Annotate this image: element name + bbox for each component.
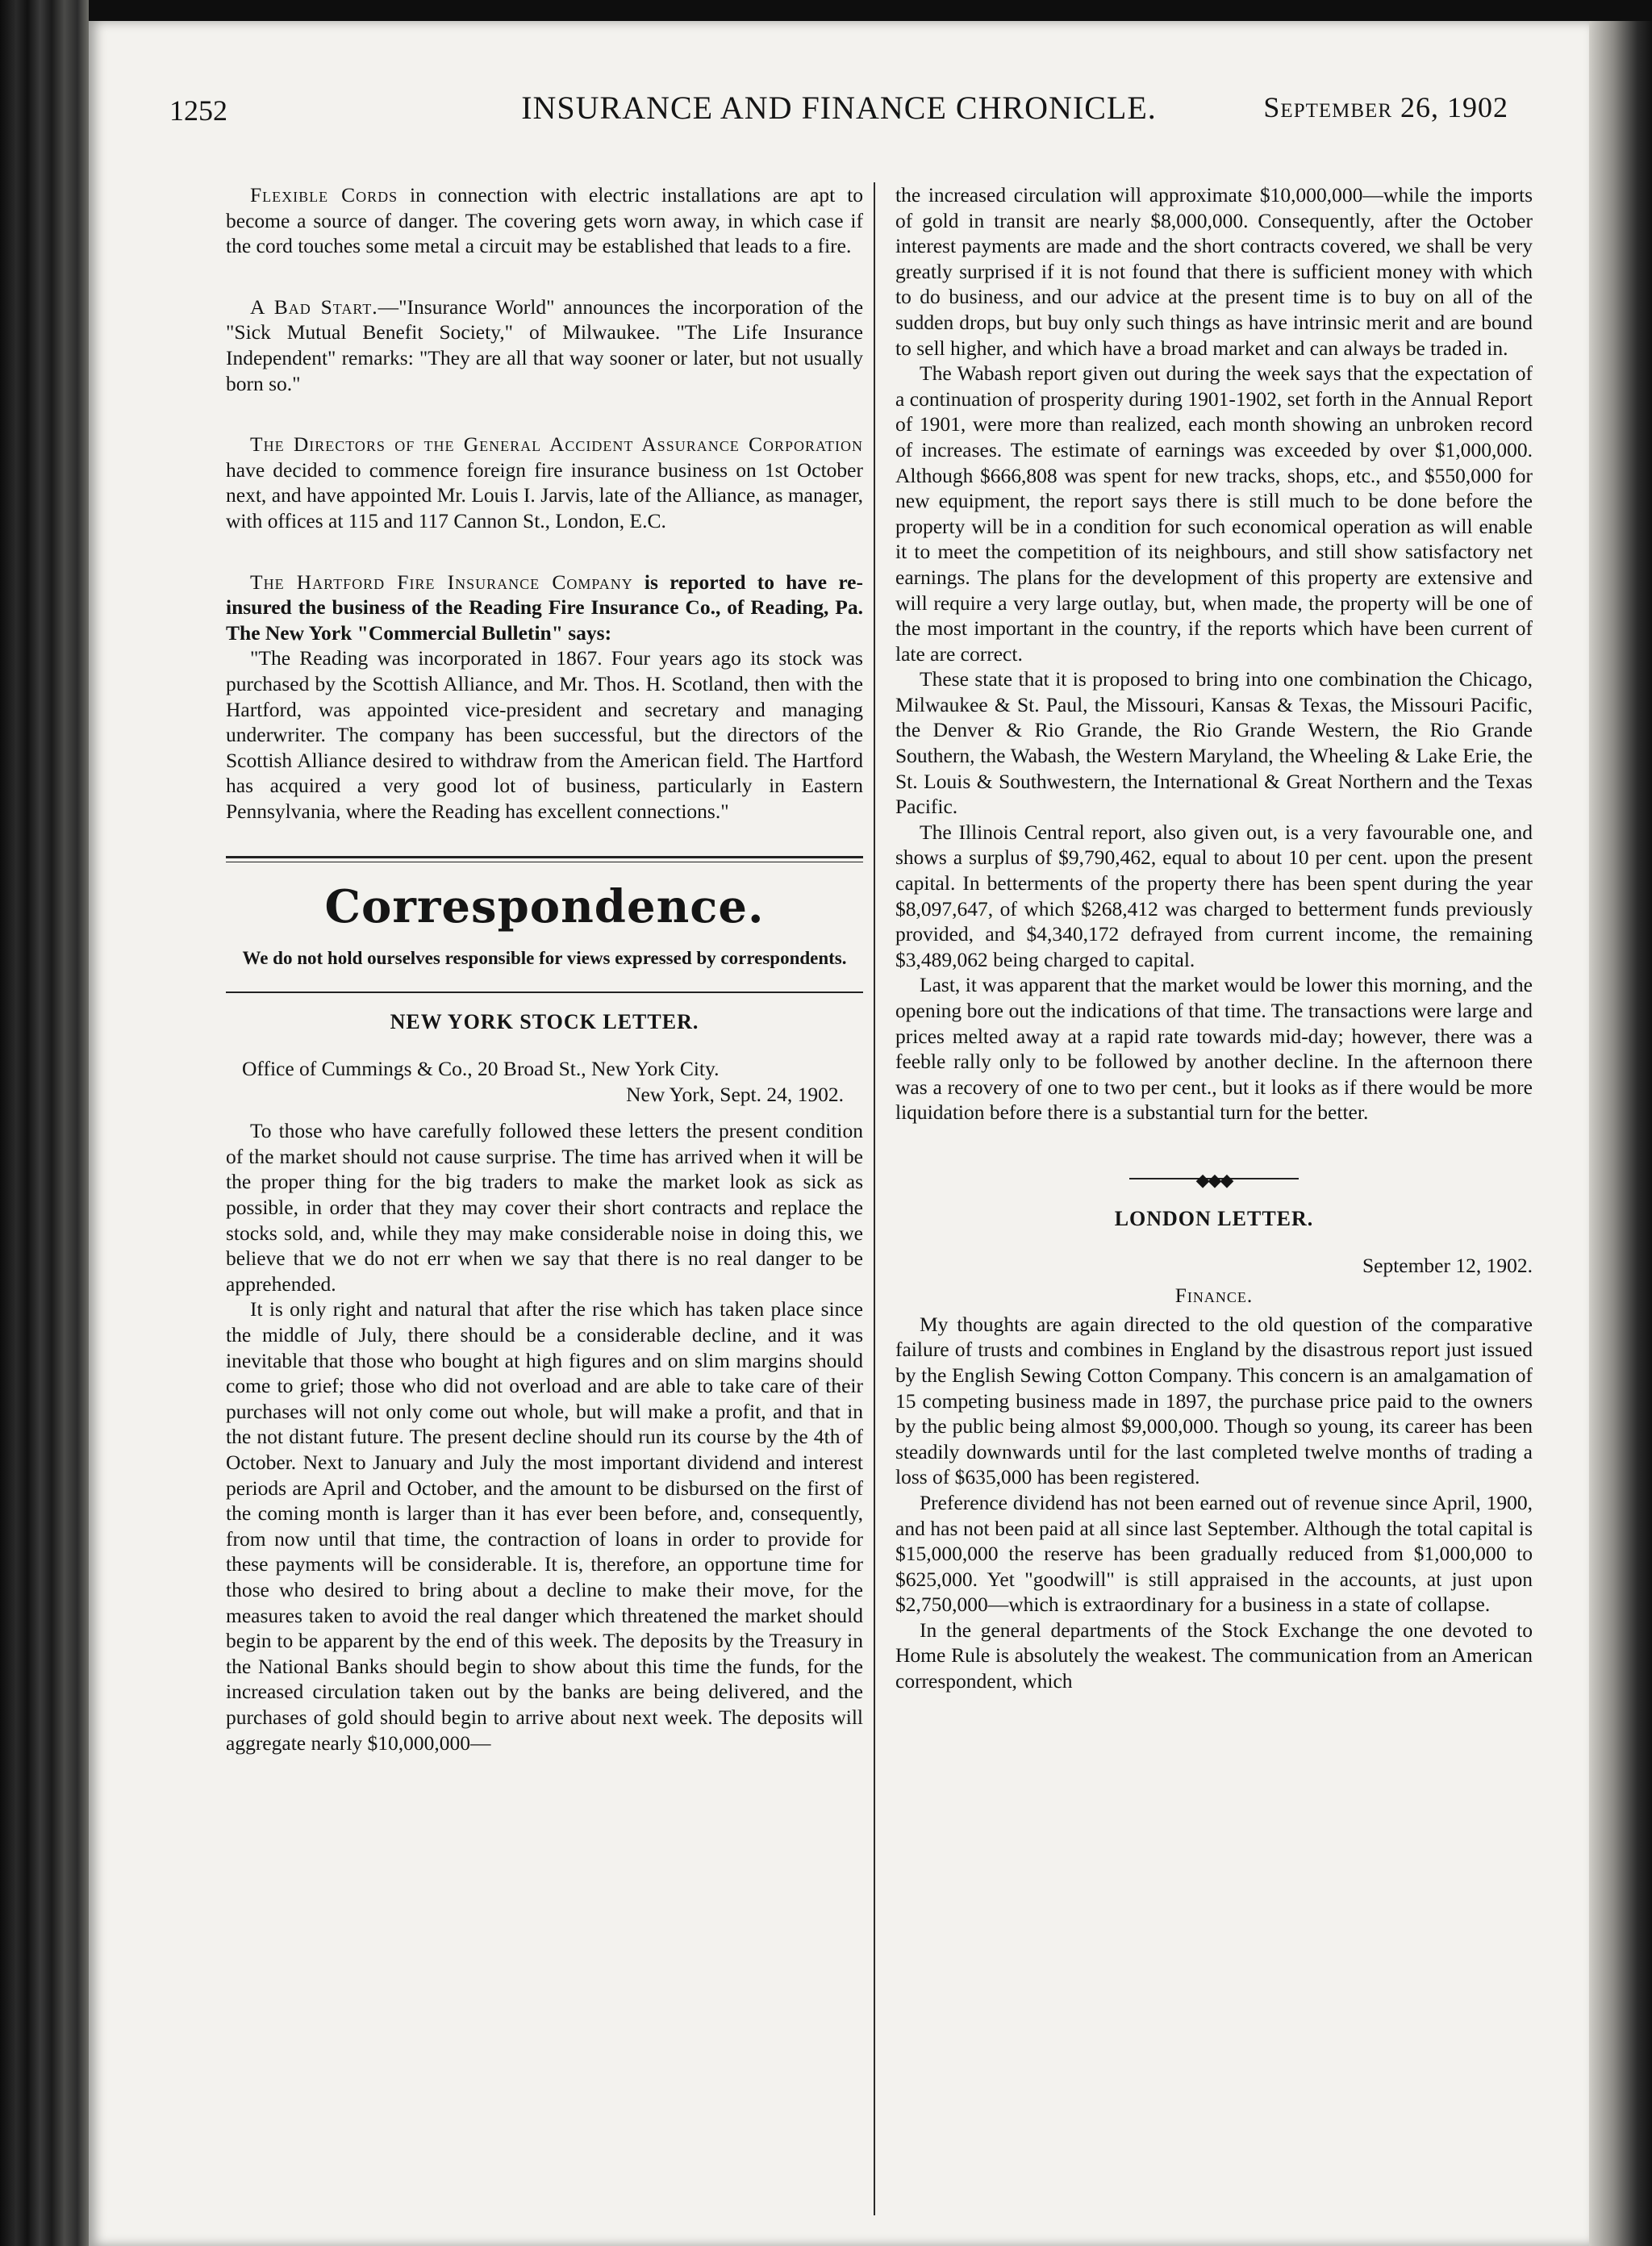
paragraph: To those who have carefully followed these letters the present condition of the market should not cause surprise. The time has arrived when it will be the proper thing for the big traders to make the market look as sick as possible, in order that they may cover their short contracts and replace the stocks sold, and, while they may make considerable noise in doing this, we believe that we do not err when we say that there is no real danger to be apprehended.: [226, 1119, 863, 1296]
item-text: —"Insurance World" announces the incorporation of the "Sick Mutual Benefit Society," of Milwaukee. "The Life Insurance Independent" remarks: "They are all that way sooner or later, but not usually born so.": [226, 294, 864, 395]
journal-title: INSURANCE AND FINANCE CHRONICLE.: [521, 90, 1157, 126]
hartford-quote: "The Reading was incorporated in 1867. Four years ago its stock was purchased by the Scottish Alliance, and Mr. Thos. H. Scotland, then with the Hartford, was appointed vice-president and secretary and managing underwriter. The company has been successful, but the directors of the Scottish Alliance desired to withdraw from the American field. The Hartford has acquired a very good lot of business, particularly in Eastern Pennsylvania, where the Reading has excellent connections.": [226, 646, 863, 823]
item-lead: The Directors of the General Accident Assurance Corporation: [250, 432, 863, 457]
column-divider: [874, 182, 875, 2215]
issue-date: September 26, 1902: [1263, 91, 1508, 123]
letter-title-london: LONDON LETTER.: [1114, 1206, 1314, 1230]
letter-title-new-york: NEW YORK STOCK LETTER.: [390, 1010, 699, 1034]
paragraph-illinois: The Illinois Central report, also given out, is a very favourable one, and shows a surplus of $9,790,462, equal to about 10 per cent. upon the present capital. In betterments of the property there has been spent during the year $8,097,647, of which $268,412 was charged to betterment funds previously provided, and $4,340,172 defrayed from current income, the remaining $3,489,062 being charged to capital.: [895, 820, 1533, 971]
item-flexible-cords: [226, 182, 863, 259]
paragraph-combination: These state that it is proposed to bring into one combination the Chicago, Milwaukee & St. Paul, the Missouri, Kansas & Texas, the Missouri Pacific, the Denver & Rio Grande, the Rio Grande Western, the Rio Grande Southern, the Wabash, the Western Maryland, the Wheeling & Lake Erie, the St. Louis & Southwestern, the International & Great Northern and the Texas Pacific.: [895, 667, 1533, 819]
ornament-diamonds: ◆◆◆: [1195, 1169, 1233, 1190]
item-general-accident: [226, 432, 863, 533]
paragraph: Preference dividend has not been earned out of revenue since April, 1900, and has not been paid at all since last September. Although the total capital is $15,000,000 the reserve has been gradually reduced from $1,000,000 to $625,000. Yet "goodwill" is still appraised in the accounts, at just upon $2,750,000—which is extraordinary for a business in a state of collapse.: [895, 1490, 1533, 1617]
paragraph: It is only right and natural that after the rise which has taken place since the middle of July, there should be a considerable decline, and it was inevitable that those who bought at high figures and on slim margins should come to grief; those who did not overload and are able to take care of their purchases will not only come out whole, but will make a profit, and that in the not distant future. The present decline should run its course by the 4th of October. Next to January and July the most important dividend and interest periods are April and October, and the amount to be disbursed on the first of the coming month is larger than it has ever been before, and, consequently, from now until that time, the contraction of loans in order to provide for these payments will be considerable. It is, therefore, an opportune time for those who desired to bring about a decline to make their move, for the measures taken to avoid the real danger which threatened the market should begin to be apparent by the end of this week. The deposits by the Treasury in the National Banks should begin to show about this time the funds, for the increased circulation taken out by the banks are being delivered, and the purchases of gold should begin to arrive about next week. The deposits will aggregate nearly $10,000,000—: [226, 1297, 863, 1755]
page: [89, 21, 1589, 2246]
item-lead: The Hartford Fire Insurance Company: [250, 570, 633, 594]
scan-edge-right: [1589, 21, 1652, 2246]
left-column: [226, 182, 863, 1755]
paragraph-wabash: The Wabash report given out during the week says that the expectation of a continuation of prosperity during 1901-1902, set forth in the Annual Report of 1901, were more than realized, each month showing an unbroken record of increases. The estimate of earnings was exceeded by over $1,000,000. Although $666,808 was spent for new tracks, shops, etc., and $550,000 for new equipment, the report says there is still much to be done before the property will be in a condition for such economical operation as will enable it to meet the competition of its neighbours, and still show satisfactory net earnings. The plans for the development of this property are extensive and will require a very large outlay, but, when made, the property will be one of the most important in the country, if the reports which have been current of late are correct.: [895, 361, 1533, 666]
item-text: have decided to commence foreign fire insurance business on 1st October next, and have appointed Mr. Louis I. Jarvis, late of the Alliance, as manager, with offices at 115 and 117 Cannon St., London, E.C.: [226, 457, 863, 532]
section-ornament: [895, 1169, 1533, 1190]
item-text: is reported to have re-insured the business of the Reading Fire Insurance Co., of Reading, Pa. The New York "Commercial Bulletin" says:: [226, 570, 863, 645]
right-column: [895, 182, 1533, 1694]
book-binding: [0, 0, 89, 2246]
letter-dateline: New York, Sept. 24, 1902.: [626, 1082, 844, 1106]
paragraph: In the general departments of the Stock Exchange the one devoted to Home Rule is absolutely the weakest. The communication from an American correspondent, which: [895, 1618, 1533, 1693]
item-text: in connection with electric installations are apt to become a source of danger. The covering gets worn away, in which case if the cord touches some metal a circuit may be established that leads to a fire.: [226, 183, 864, 258]
office-line: Office of Cummings & Co., 20 Broad St., New York City.: [242, 1057, 720, 1081]
paragraph: My thoughts are again directed to the old question of the comparative failure of trusts and combines in England by the disastrous report just issued by the English Sewing Cotton Company. This concern is an amalgamation of 15 competing business made in 1897, the purchase price paid to the owners by the public being almost $9,000,000. Though so young, its career has been steadily downwards until for the last completed twelve months of trading a loss of $635,000 has been registered.: [895, 1312, 1533, 1489]
subhead-finance: Finance.: [1174, 1284, 1254, 1308]
item-bad-start: [226, 294, 863, 396]
item-lead: A Bad Start.: [250, 294, 378, 319]
item-lead: Flexible Cords: [250, 183, 398, 207]
heading-rule: [226, 991, 863, 993]
running-header: [169, 86, 1508, 142]
london-dateline: September 12, 1902.: [1362, 1253, 1533, 1277]
paragraph-continued: the increased circulation will approximate $10,000,000—while the imports of gold in transit are nearly $8,000,000. Consequently, after the October interest payments are made and the short contracts covered, we shall be very greatly surprised if it is not found that there is sufficient money with which to do business, and our advice at the present time is to buy on all of the sudden drops, but buy only such things as have intrinsic merit and are bound to sell higher, and which have a broad market and can always be traded in.: [895, 183, 1533, 360]
scan-edge-top: [89, 0, 1652, 21]
correspondence-disclaimer: We do not hold ourselves responsible for views expressed by correspondents.: [242, 948, 847, 969]
item-hartford: [226, 570, 863, 646]
page-number: 1252: [169, 94, 227, 127]
section-rule: [226, 856, 863, 862]
paragraph-last: Last, it was apparent that the market would be lower this morning, and the opening bore out the indications of that time. The transactions were large and prices melted away at a rapid rate towards mid-day; however, there was a feeble rally only to be followed by another decline. In the afternoon there was a recovery of one to two per cent., but it looks as if there would be more liquidation before there is a substantial turn for the better.: [895, 973, 1533, 1125]
section-title-correspondence: Correspondence.: [324, 880, 765, 934]
